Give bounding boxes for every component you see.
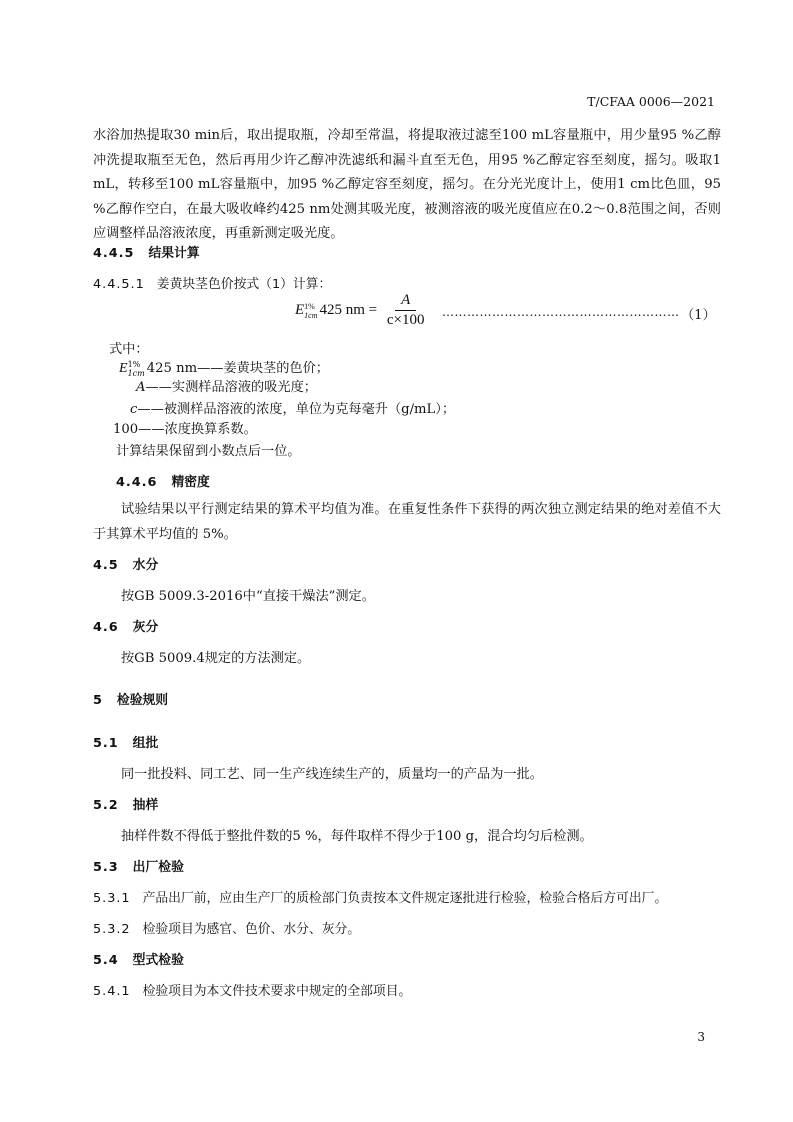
section-number: 5.3 xyxy=(93,860,119,875)
formula-fraction xyxy=(387,292,425,329)
heading-5-3 xyxy=(93,856,184,875)
where-e-subscript: 1cm xyxy=(127,368,145,378)
formula-number: （1） xyxy=(681,308,716,323)
heading-5-1 xyxy=(93,732,158,751)
heading-5-2 xyxy=(93,794,158,813)
where-c-term xyxy=(130,398,455,417)
clause-5-4-1 xyxy=(93,980,411,999)
formula-e-symbol: E xyxy=(295,301,305,318)
formula-denominator: c×100 xyxy=(386,312,425,328)
section-number: 5 xyxy=(93,693,103,708)
where-e-symbol: E xyxy=(119,361,128,376)
precision-paragraph: 试验结果以平行测定结果的算术平均值为准。在重复性条件下获得的两次独立测定结果的绝对差值不大于其算术平均值的 5%。 xyxy=(93,502,721,542)
heading-4-4-5 xyxy=(93,242,200,261)
clause-number: 4.4.5.1 xyxy=(93,277,145,292)
heading-5 xyxy=(93,689,168,708)
where-c-description: ——被测样品溶液的浓度，单位为克每毫升（g/mL）； xyxy=(137,402,456,417)
section-title: 出厂检验 xyxy=(132,860,184,875)
section-number: 4.4.6 xyxy=(116,475,158,490)
clause-text: 产品出厂前，应由生产厂的质检部门负责按本文件规定逐批进行检验，检验合格后方可出厂。 xyxy=(142,891,668,906)
formula-leader-dots: ………………………………………………… xyxy=(442,305,680,319)
section-number: 4.5 xyxy=(93,558,119,573)
section-title: 组批 xyxy=(132,736,159,751)
formula-wavelength: 425 nm xyxy=(319,301,365,318)
where-a-term xyxy=(136,376,317,395)
clause-4-4-5-1 xyxy=(93,273,331,292)
heading-4-6 xyxy=(93,616,158,635)
clause-text: 检验项目为感官、色价、水分、灰分。 xyxy=(142,922,361,937)
heading-5-4 xyxy=(93,949,184,968)
moisture-paragraph: 按GB 5009.3-2016中“直接干燥法”测定。 xyxy=(121,589,375,604)
where-a-description: ——实测样品溶液的吸光度； xyxy=(145,380,317,395)
heading-4-5 xyxy=(93,554,158,573)
where-a-symbol: A xyxy=(136,380,146,395)
clause-number: 5.4.1 xyxy=(93,984,131,999)
formula-superscript-subscript xyxy=(304,302,317,320)
where-c-symbol: c xyxy=(130,402,138,417)
standard-code: T/CFAA 0006—2021 xyxy=(587,94,715,109)
clause-text: 检验项目为本文件技术要求中规定的全部项目。 xyxy=(142,984,412,999)
section-number: 4.4.5 xyxy=(93,246,135,261)
heading-4-4-6 xyxy=(116,471,210,490)
batch-paragraph: 同一批投料、同工艺、同一生产线连续生产的，质量均一的产品为一批。 xyxy=(121,767,543,782)
formula-numerator: A xyxy=(395,292,416,311)
where-intro: 式中： xyxy=(109,342,149,357)
color-value-formula xyxy=(295,292,425,329)
section-title: 抽样 xyxy=(132,798,159,813)
ash-paragraph: 按GB 5009.4规定的方法测定。 xyxy=(121,651,311,666)
sampling-paragraph: 抽样件数不得低于整批件数的5 %，每件取样不得少于100 g，混合均匀后检测。 xyxy=(121,829,593,844)
where-e-term xyxy=(119,357,329,378)
extraction-paragraph: 水浴加热提取30 min后，取出提取瓶，冷却至常温，将提取液过滤至100 mL容量瓶中，用少量95 %乙醇冲洗提取瓶至无色，然后再用少许乙醇冲洗滤纸和漏斗直至无色，用95 %乙醇定容至刻度，摇匀。吸取1 mL，转移至100 mL容量瓶中，加95 %乙醇定容至刻度，摇匀。在分光光度计上，使用1 cm比色皿，95 %乙醇作空白，在最大吸收峰约425 nm处测其吸光度，被测溶液的吸光度值应在0.2～0.8范围之间，否则应调整样品溶液浓度，再重新测定吸光度。 xyxy=(93,128,721,241)
formula-equals: = xyxy=(368,301,378,318)
clause-5-3-1 xyxy=(93,887,667,906)
where-e-description: 425 nm——姜黄块茎的色价； xyxy=(146,361,329,376)
clause-text: 姜黄块茎色价按式（1）计算： xyxy=(156,277,332,292)
section-number: 5.1 xyxy=(93,736,119,751)
section-title: 灰分 xyxy=(132,620,159,635)
where-k-term: 100——浓度换算系数。 xyxy=(113,422,257,437)
section-title: 检验规则 xyxy=(116,693,169,708)
section-title: 型式检验 xyxy=(132,953,184,968)
clause-number: 5.3.1 xyxy=(93,891,131,906)
formula-subscript: 1cm xyxy=(304,310,318,320)
section-number: 5.4 xyxy=(93,953,119,968)
clause-number: 5.3.2 xyxy=(93,922,131,937)
page-number: 3 xyxy=(697,1030,705,1044)
section-title: 结果计算 xyxy=(148,246,200,261)
where-e-supsub xyxy=(128,360,145,378)
section-number: 5.2 xyxy=(93,798,119,813)
section-title: 水分 xyxy=(132,558,159,573)
clause-5-3-2 xyxy=(93,918,360,937)
where-e-superscript: 1% xyxy=(127,359,141,369)
section-number: 4.6 xyxy=(93,620,119,635)
formula-superscript: 1% xyxy=(304,301,315,311)
section-title: 精密度 xyxy=(171,475,210,490)
rounding-note: 计算结果保留到小数点后一位。 xyxy=(116,444,301,459)
